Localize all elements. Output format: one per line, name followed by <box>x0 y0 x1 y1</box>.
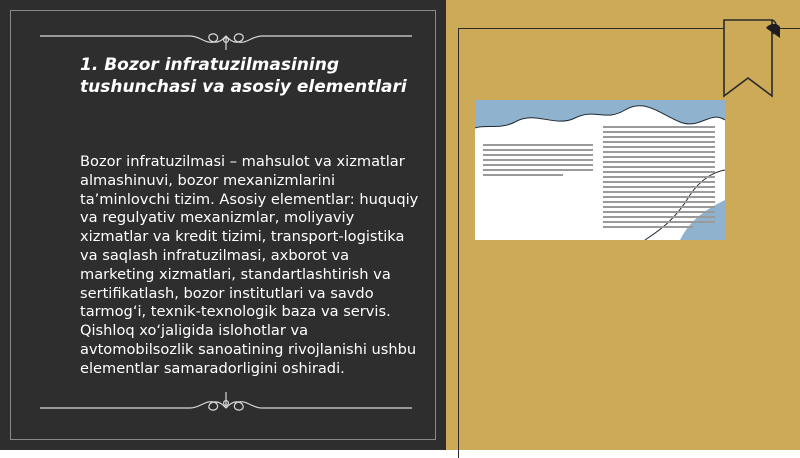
bookmark-ribbon-icon <box>720 18 780 100</box>
slide-title: 1. Bozor infratuzilmasining tushunchasi va asosiy elementlari <box>80 55 407 97</box>
thumbnail-artwork <box>475 100 725 240</box>
slide-body-text: Bozor infratuzilmasi – mahsulot va xizmatlar almashinuvi, bozor mexanizmlarini ta’minlovchi tizim. Asosiy elementlar: huquqiy va regulyativ mexanizmlar, moliyaviy xizmatlar va kredit tizimi, transport-logistika va saqlash infratuzilmasi, axborot va marketing xizmatlari, standartlashtirish va sertifikatlash, bozor institutlari va savdo tarmog‘i, texnik-texnologik baza va servis. Qishloq xo‘jaligida islohotlar va avtomobilsozlik sanoatining rivojlanishi ushbu elementlar samaradorligini oshiradi. <box>80 153 419 377</box>
top-flourish-divider-icon <box>40 30 412 54</box>
bottom-flourish-divider-icon <box>40 388 412 416</box>
slide-thumbnail-image <box>475 100 725 240</box>
